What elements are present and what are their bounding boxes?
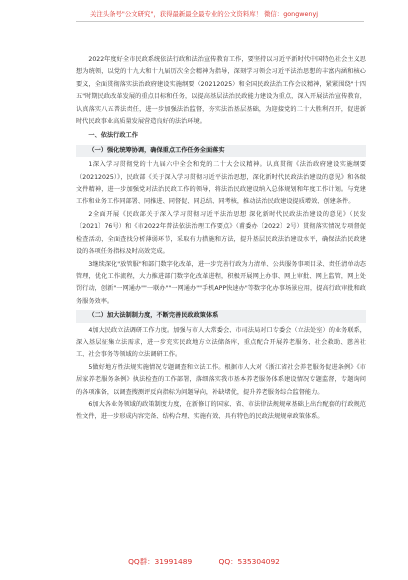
footer-contact <box>0 556 408 567</box>
paragraph-2: 2全面开展《民政部关于深入学习贯彻习近平法治思想 深化新时代民政法治建设的意见》（民发〔2021〕76号）和《市2022年普法依法治理工作要点》（甫委办〔2022〕2号）贯彻落实情况专项督促检查活动，全面查找分析薄弱环节，采取有力措施和方法，提升基层民政法治建设水平，确保法治民政建设的各项任务指标及时高效完成。 <box>76 210 366 256</box>
document-body <box>76 54 366 424</box>
paragraph-6: 6加大各业务领域的政策制度力度，在新修订的国家、省、市法律法规规章基础上出台配套的行政规范性文件，进一步形成内容完备、结构合理、实施有效、具有特色的民政法规规章政策体系。 <box>76 400 366 421</box>
subsection-heading: （一）强化统筹协调，确保重点工作任务全面落实 <box>88 146 225 154</box>
header-divider <box>76 21 364 22</box>
section-heading: 一、依法行政工作 <box>88 132 138 140</box>
qq-group: QQ群：31991489 <box>128 557 193 566</box>
header-banner: 关注头条号"公文研究"，获得最新最全最专业的公文资料库！ 微信：gongwenyj <box>89 10 319 18</box>
paragraph-4: 4加大民政立法调研工作力度。加强与市人大常委会、市司法局对口专委会（立法处室）的业务联系，深入基层征集立法需求，进一步充实民政地方立法储备库，重点配合开展养老服务、社会救助、慈善社工、社会事务等领域的立法调研工作。 <box>76 326 366 359</box>
paragraph-3: 3继续深化"放管服"和部门数字化改革，进一步完善行政为力清单、公共服务事项目录、责任清单动态管理，优化工作流程，大力推进部门数字化改革进程，积极开展网上办事、网上审批、网上监管，网上处罚行动，创新"一网通办""一联办""一网通办""手机APP快速办"等数字化办事场景应用，提高行政审批和政务服务效率。 <box>76 260 366 305</box>
subsection-heading: （二）加大法制制力度，不断完善民政政策体系 <box>88 312 219 320</box>
intro-paragraph: 2022年度好全市民政系统依法行政和法治宣传教育工作，要坚持以习近平新时代中国特色社会主义思想为统领，以党的十九大和十九届历次全会精神为指导，深刻学习领会习近平法治思想的丰富内涵和核心要义，全面贯彻落实法治政府建设实施纲要（20212025）和全国民政法治工作会议精神，紧紧围绕"十四五"时期民政改革发展的重点目标和任务，以提高基层法治民政能力建设为重点，深入开展法治宣传教育，认真落实八五普法责任，进一步加强法治监督，夯实法治基层基础，为迎接党的二十大胜利召开，促进新时代民政事业高质量发展营造良好的法治环境。 <box>76 56 366 126</box>
subsection-band <box>76 145 366 157</box>
paragraph-5: 5做好地方性法规实施情况专题调查和立法工作。根据市人大对《浙江省社会养老服务促进条例》《市居家养老服务条例》执法检查的工作部署，落细落实我市基本养老服务体系建设情况专题监督，专题询问的各项准备，以调查搜测评反向指标为问题导向，补缺堵优，提升养老服务综合监督能力。 <box>76 363 366 396</box>
paragraph-1: 1深入学习贯彻党的十九届六中全会和党的二十大会议精神。认真贯彻《法治政府建设实施纲要（20212025）》，民政部《关于深入学习贯彻习近平法治思想，深化新时代民政法治建设的意见》和各级文件精神，进一步加强党对法治民政工作的领导，将法治民政建设纳入总体规划和年度工作计划。与党建工作和业务工作同部署、同推进、同督促、同总结、同考核，推动法治民政建设提质增效、创建条件。 <box>76 161 366 206</box>
subsection-band <box>76 310 366 322</box>
qq-contact: QQ：535304092 <box>218 557 280 566</box>
